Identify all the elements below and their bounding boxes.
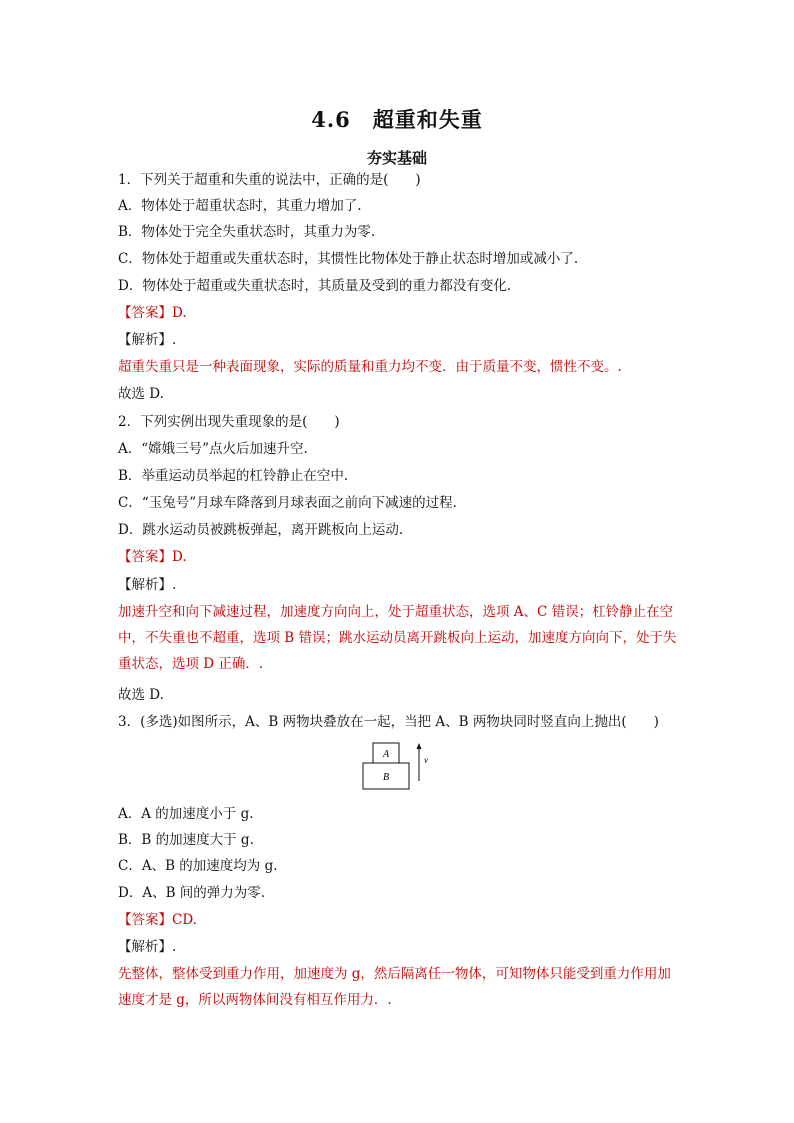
q2-analysis: 加速升空和向下减速过程，加速度方向向上，处于超重状态，选项 A、C 错误；杠铃静止在空中，不失重也不超重，选项 B 错误；跳水运动员离开跳板向上运动，加速度方向向下，处于失重状态，选项 D 正确．. <box>118 604 677 672</box>
q1-conclusion: 故选 D. <box>118 386 164 402</box>
q2-option-b: B．举重运动员举起的杠铃静止在空中. <box>118 468 349 484</box>
block-a-label: A <box>382 749 390 760</box>
q3-option-b: B．B 的加速度大于 g. <box>118 832 254 848</box>
q2-answer: 【答案】D. <box>118 549 187 565</box>
stacked-blocks-figure <box>361 741 441 797</box>
q2-option-a: A．“嫦娥三号”点火后加速升空. <box>118 441 308 457</box>
block-b-label: B <box>382 772 390 783</box>
q1-option-a: A．物体处于超重状态时，其重力增加了. <box>118 198 362 214</box>
q3-option-a: A．A 的加速度小于 g. <box>118 806 254 822</box>
q2-option-c: C．“玉兔号”月球车降落到月球表面之前向下减速的过程. <box>118 495 457 511</box>
q1-option-c: C．物体处于超重或失重状态时，其惯性比物体处于静止状态时增加或减小了. <box>118 251 579 267</box>
q2-conclusion: 故选 D. <box>118 687 164 703</box>
q3-stem: 3．(多选)如图所示，A、B 两物块叠放在一起，当把 A、B 两物块同时竖直向上抛出( ) <box>118 714 659 730</box>
q2-analysis-label: 【解析】. <box>118 577 177 593</box>
q1-analysis: 超重失重只是一种表面现象，实际的质量和重力均不变．由于质量不变，惯性不变。. <box>118 359 622 375</box>
q1-analysis-label: 【解析】. <box>118 332 177 348</box>
q3-analysis-label: 【解析】. <box>118 939 177 955</box>
section-heading: 夯实基础 <box>366 149 427 167</box>
q1-option-b: B．物体处于完全失重状态时，其重力为零. <box>118 224 376 240</box>
q1-option-d: D．物体处于超重或失重状态时，其质量及受到的重力都没有变化. <box>118 278 512 294</box>
q3-option-c: C．A、B 的加速度均为 g. <box>118 858 278 874</box>
q1-stem: 1．下列关于超重和失重的说法中，正确的是( ) <box>118 172 421 188</box>
q3-option-d: D．A、B 间的弹力为零. <box>118 885 266 901</box>
velocity-arrowhead <box>417 743 422 749</box>
q1-answer: 【答案】D. <box>118 305 187 321</box>
q2-option-d: D．跳水运动员被跳板弹起，离开跳板向上运动. <box>118 522 404 538</box>
velocity-label: v <box>424 755 428 765</box>
q3-analysis: 先整体，整体受到重力作用，加速度为 g，然后隔离任一物体，可知物体只能受到重力作用加速度才是 g，所以两物体间没有相互作用力．. <box>118 966 671 1008</box>
q2-stem: 2．下列实例出现失重现象的是( ) <box>118 414 340 430</box>
q3-answer: 【答案】CD. <box>118 912 197 928</box>
page-title: 4.6 超重和失重 <box>311 107 483 132</box>
